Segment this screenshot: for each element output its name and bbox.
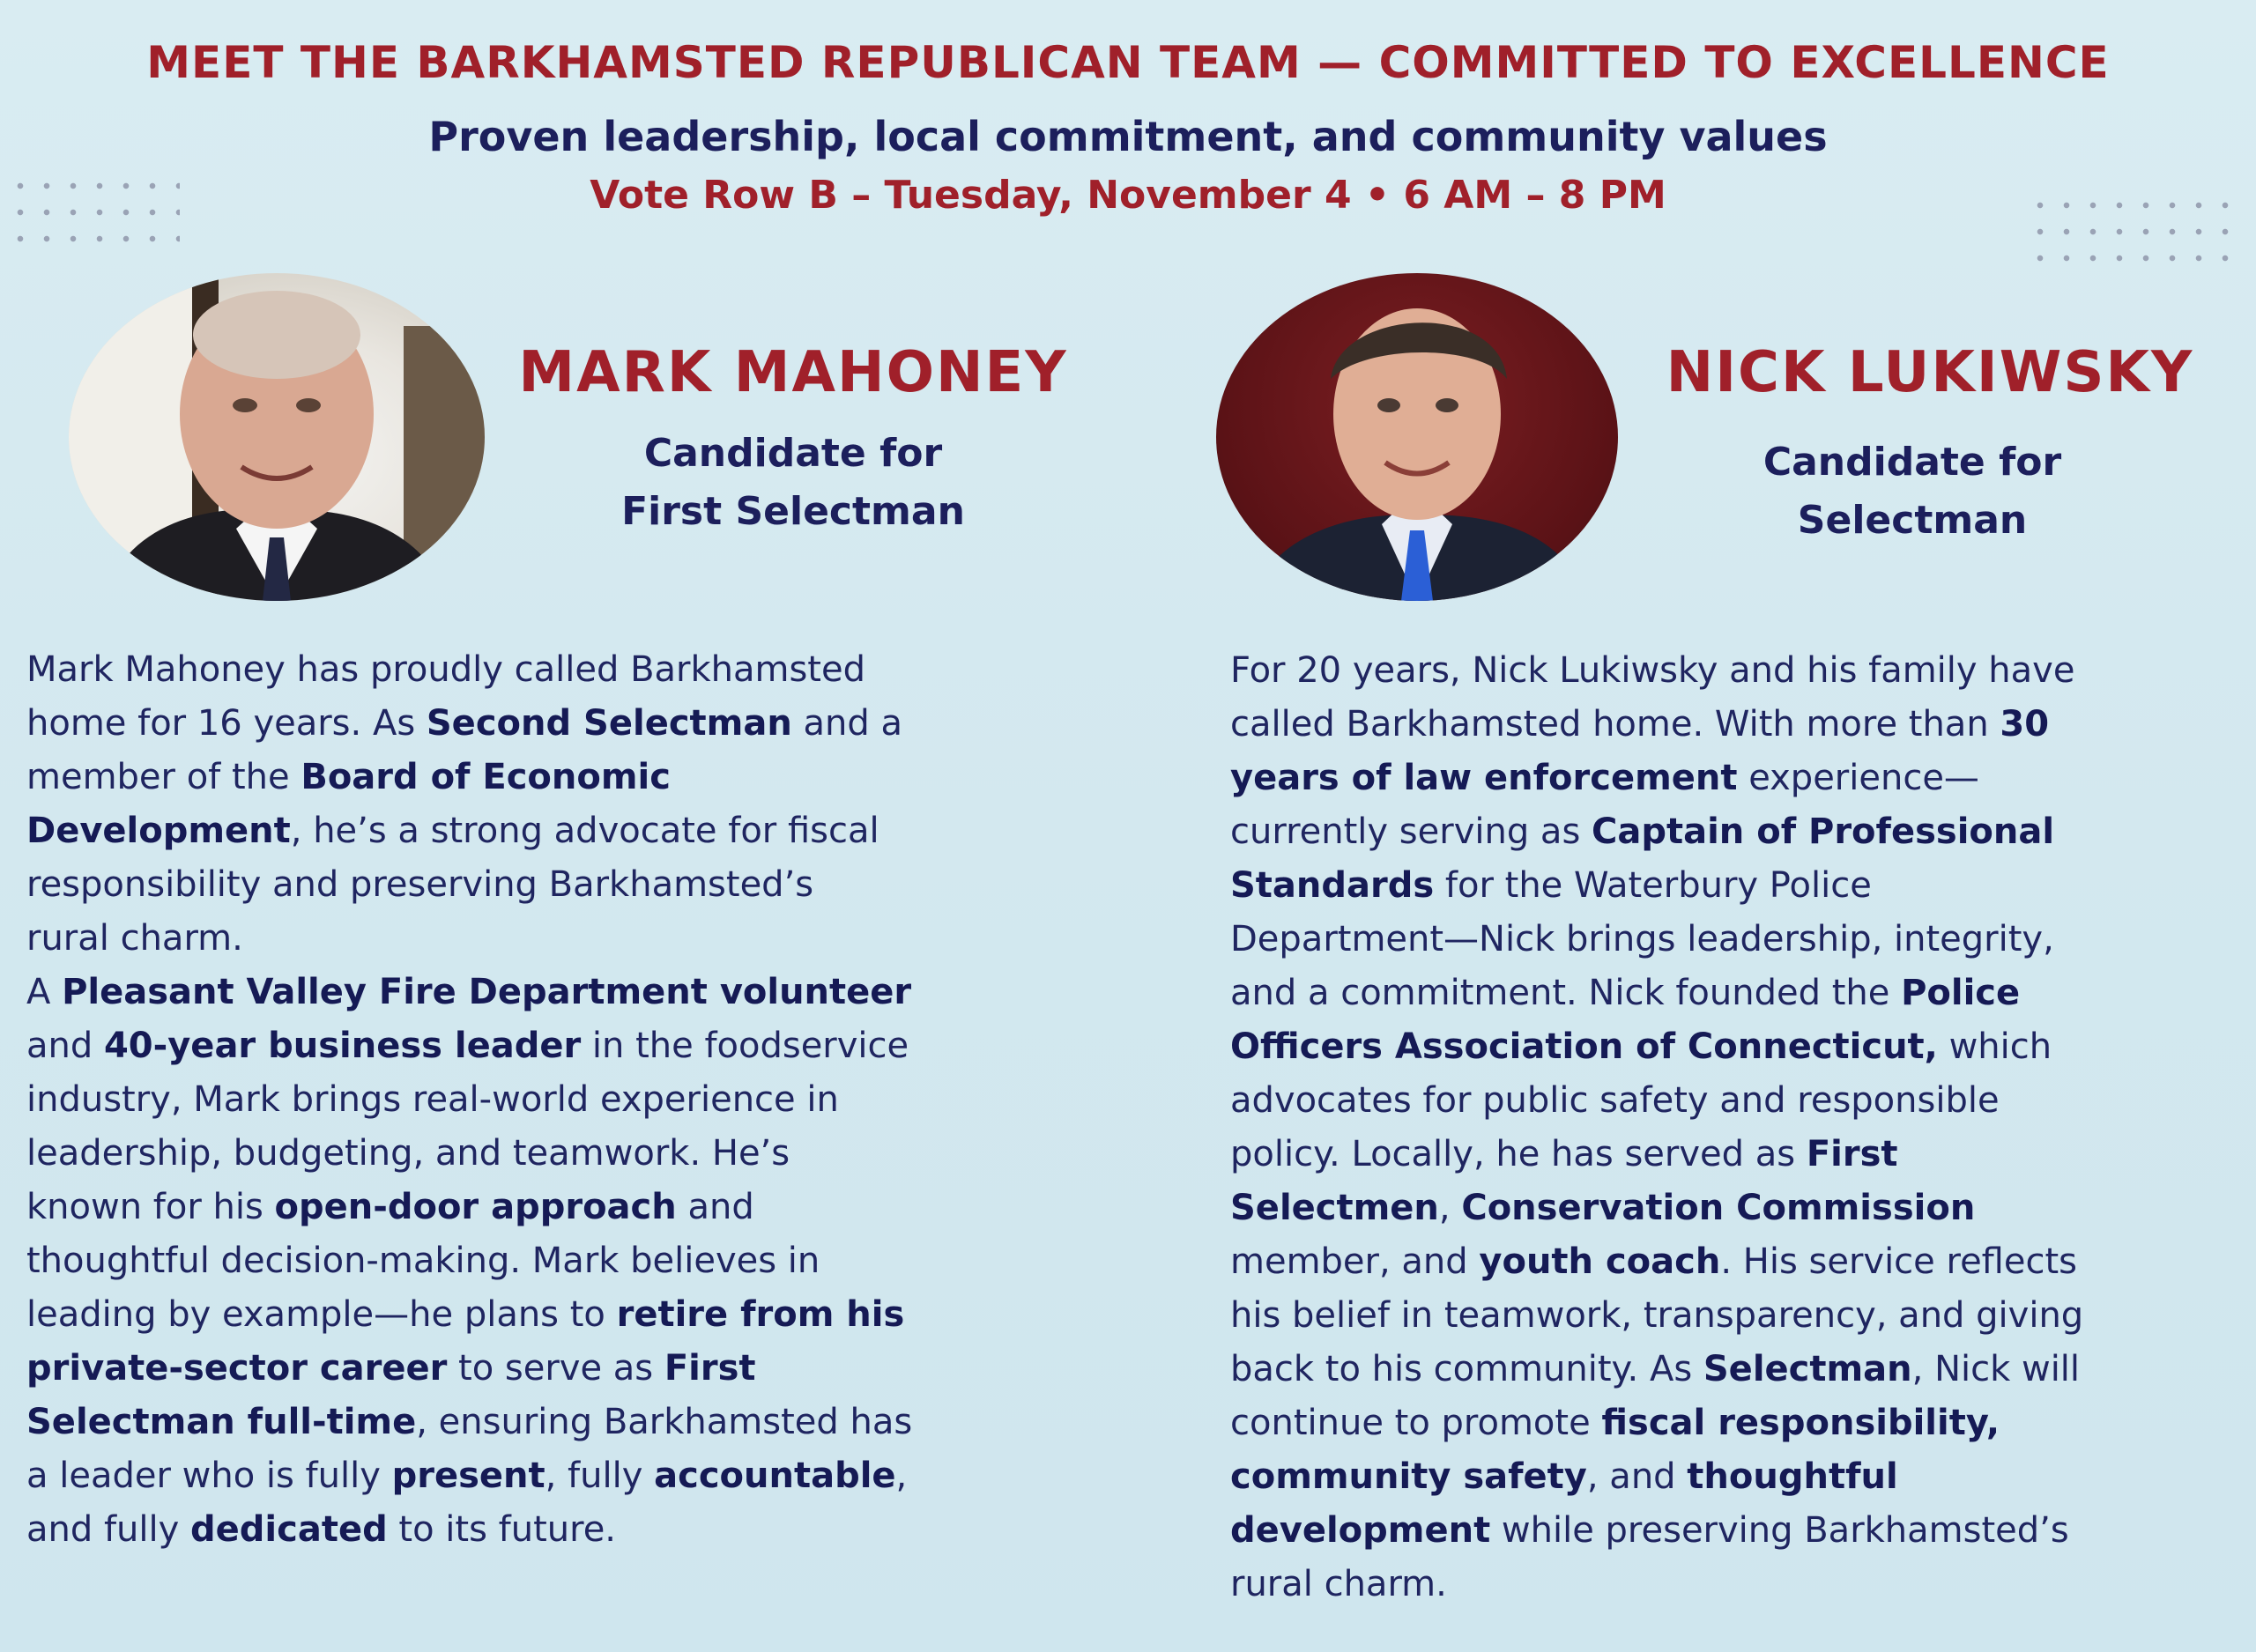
bio-line xyxy=(26,966,1093,1019)
bio-line xyxy=(1230,1020,2252,1074)
decorative-dots-left xyxy=(7,173,180,254)
role-line: Candidate for xyxy=(1762,440,2062,485)
bio-emphasis: present xyxy=(391,1456,545,1496)
bio-line xyxy=(26,1073,1093,1127)
bio-line xyxy=(1230,913,2252,967)
bio-line xyxy=(1230,1128,2252,1182)
bio-line xyxy=(1230,1182,2252,1235)
bio-line xyxy=(1230,1396,2252,1450)
bio-text: . His service reflects xyxy=(1720,1241,2077,1282)
bio-line xyxy=(1230,1450,2252,1504)
bio-text: and fully xyxy=(26,1509,191,1550)
portrait-illustration xyxy=(1216,273,1618,601)
bio-line xyxy=(1230,805,2252,859)
bio-emphasis: thoughtful xyxy=(1687,1456,1898,1497)
bio-text: , xyxy=(895,1456,908,1496)
bio-text: his belief in teamwork, transparency, and giving xyxy=(1230,1295,2084,1336)
bio-text: Mark Mahoney has proudly called Barkhamsted xyxy=(26,649,865,690)
bio-text: , Nick will xyxy=(1911,1349,2081,1389)
bio-text: which xyxy=(1937,1026,2052,1067)
bio-text: thoughtful decision-making. Mark believes in xyxy=(26,1241,820,1281)
bio-text: in the foodservice xyxy=(581,1026,909,1066)
bio-line xyxy=(1230,1558,2252,1611)
bio-emphasis: Selectman xyxy=(1703,1349,1912,1389)
candidate-role-nick xyxy=(1710,433,2115,550)
bio-mark xyxy=(26,643,1093,1557)
bio-emphasis: Conservation Commission xyxy=(1461,1188,1976,1228)
bio-text: , he’s a strong advocate for fiscal xyxy=(290,811,879,851)
bio-line xyxy=(1230,644,2252,698)
bio-text: while preserving Barkhamsted’s xyxy=(1490,1510,2069,1551)
bio-emphasis: accountable xyxy=(654,1456,896,1496)
bio-emphasis: years of law enforcement xyxy=(1230,758,1738,798)
bio-emphasis: community safety xyxy=(1230,1456,1587,1497)
bio-text: leading by example—he plans to xyxy=(26,1294,617,1335)
bio-line xyxy=(26,1181,1093,1234)
bio-text: industry, Mark brings real-world experience in xyxy=(26,1079,839,1120)
bio-emphasis: retire from his xyxy=(616,1294,905,1335)
bio-text: to serve as xyxy=(447,1348,664,1389)
bio-emphasis: 40-year business leader xyxy=(103,1026,582,1066)
bio-line xyxy=(1230,698,2252,752)
bio-nick xyxy=(1230,644,2252,1611)
bio-text: responsibility and preserving Barkhamsted’s xyxy=(26,864,814,905)
bio-emphasis: First xyxy=(664,1348,756,1389)
bio-text: known for his xyxy=(26,1187,275,1227)
bio-text: , xyxy=(1438,1188,1462,1228)
bio-text: For 20 years, Nick Lukiwsky and his family have xyxy=(1230,650,2075,691)
bio-text: , fully xyxy=(545,1456,655,1496)
bio-line xyxy=(26,858,1093,912)
bio-line xyxy=(1230,1289,2252,1343)
bio-emphasis: Board of Economic xyxy=(301,757,671,797)
bio-text: home for 16 years. As xyxy=(26,703,427,744)
bio-line xyxy=(26,912,1093,966)
role-line: Candidate for xyxy=(643,431,943,476)
bio-line xyxy=(26,1342,1093,1396)
bio-text: called Barkhamsted home. With more than xyxy=(1230,704,2000,745)
bio-text: for the Waterbury Police xyxy=(1434,865,1872,906)
bio-text: and a commitment. Nick founded the xyxy=(1230,973,1902,1013)
bio-text: member, and xyxy=(1230,1241,1480,1282)
bio-line xyxy=(26,643,1093,697)
bio-line xyxy=(26,751,1093,804)
bio-text: currently serving as xyxy=(1230,811,1592,852)
bio-text: policy. Locally, he has served as xyxy=(1230,1134,1807,1174)
bio-text: rural charm. xyxy=(1230,1564,1447,1604)
bio-emphasis: Second Selectman xyxy=(426,703,792,744)
bio-emphasis: Standards xyxy=(1230,865,1435,906)
bio-line xyxy=(26,1288,1093,1342)
bio-text: to its future. xyxy=(387,1509,617,1550)
candidate-role-mark xyxy=(582,425,1005,541)
bio-text: , ensuring Barkhamsted has xyxy=(416,1402,913,1442)
bio-text: experience— xyxy=(1737,758,1979,798)
bio-line xyxy=(1230,1343,2252,1396)
bio-emphasis: development xyxy=(1230,1510,1491,1551)
bio-line xyxy=(1230,1074,2252,1128)
bio-line xyxy=(26,1019,1093,1073)
bio-emphasis: Captain of Professional xyxy=(1592,811,2055,852)
bio-text: A xyxy=(26,972,63,1012)
bio-emphasis: Selectmen xyxy=(1230,1188,1439,1228)
role-line: Selectman xyxy=(1797,498,2028,543)
vote-info: Vote Row B – Tuesday, November 4 • 6 AM – 8 PM xyxy=(590,173,1666,218)
bio-line xyxy=(26,1503,1093,1557)
bio-text: a leader who is fully xyxy=(26,1456,392,1496)
bio-text: advocates for public safety and responsible xyxy=(1230,1080,2000,1121)
bio-emphasis: Officers Association of Connecticut, xyxy=(1230,1026,1938,1067)
candidate-name-mark: MARK MAHONEY xyxy=(518,340,1068,405)
bio-text: back to his community. As xyxy=(1230,1349,1703,1389)
bio-emphasis: private-sector career xyxy=(26,1348,448,1389)
bio-text: member of the xyxy=(26,757,301,797)
subheadline: Proven leadership, local commitment, and community values xyxy=(428,113,1828,160)
role-line: First Selectman xyxy=(621,489,965,534)
bio-text: and xyxy=(676,1187,754,1227)
bio-text: Department—Nick brings leadership, integrity, xyxy=(1230,919,2054,959)
bio-text: rural charm. xyxy=(26,918,243,959)
bio-emphasis: youth coach xyxy=(1479,1241,1721,1282)
bio-emphasis: 30 xyxy=(2000,704,2050,745)
bio-line xyxy=(1230,1504,2252,1558)
bio-text: , and xyxy=(1586,1456,1688,1497)
bio-emphasis: Pleasant Valley Fire Department volunteer xyxy=(62,972,912,1012)
bio-text: continue to promote xyxy=(1230,1403,1602,1443)
bio-text: leadership, budgeting, and teamwork. He’s xyxy=(26,1133,790,1174)
bio-line xyxy=(26,1234,1093,1288)
bio-emphasis: open-door approach xyxy=(274,1187,677,1227)
bio-emphasis: dedicated xyxy=(190,1509,388,1550)
bio-line xyxy=(26,1127,1093,1181)
bio-emphasis: Development xyxy=(26,811,291,851)
bio-line xyxy=(1230,859,2252,913)
bio-line xyxy=(26,804,1093,858)
bio-line xyxy=(1230,1235,2252,1289)
nick-lukiwsky-photo xyxy=(1216,273,1618,601)
decorative-dots-right xyxy=(2027,192,2247,273)
bio-line xyxy=(26,1396,1093,1449)
bio-text: and xyxy=(26,1026,104,1066)
bio-line xyxy=(26,1449,1093,1503)
bio-line xyxy=(1230,752,2252,805)
headline: MEET THE BARKHAMSTED REPUBLICAN TEAM — COMMITTED TO EXCELLENCE xyxy=(146,37,2110,88)
bio-text: and a xyxy=(791,703,902,744)
portrait-illustration xyxy=(69,273,485,601)
bio-emphasis: fiscal responsibility, xyxy=(1601,1403,2000,1443)
bio-emphasis: Selectman full-time xyxy=(26,1402,417,1442)
candidate-name-nick: NICK LUKIWSKY xyxy=(1666,340,2194,405)
bio-emphasis: Police xyxy=(1901,973,2021,1013)
bio-emphasis: First xyxy=(1806,1134,1898,1174)
mark-mahoney-photo xyxy=(69,273,485,601)
bio-line xyxy=(1230,967,2252,1020)
bio-line xyxy=(26,697,1093,751)
